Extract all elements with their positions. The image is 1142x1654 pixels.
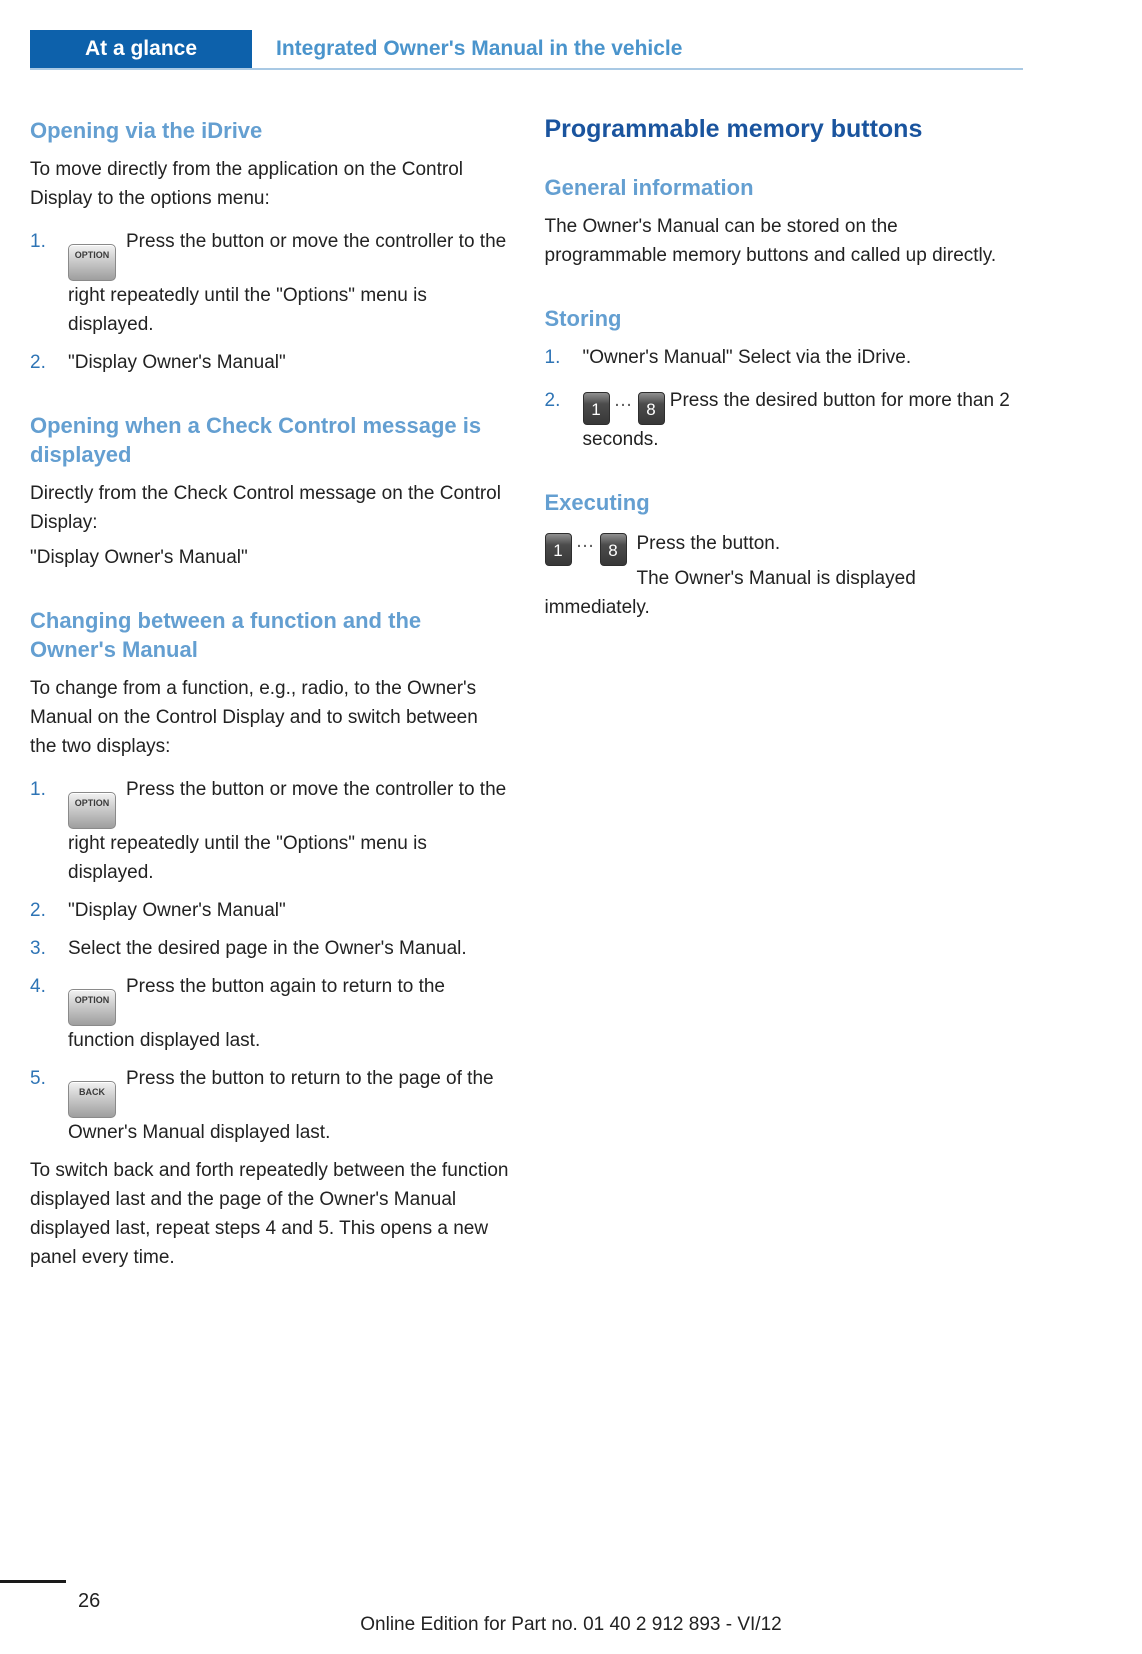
page-number: 26: [78, 1590, 101, 1612]
heading-check-control: Opening when a Check Control message is displayed: [30, 413, 482, 467]
list-number: 2.: [30, 352, 46, 373]
list-item-body: [68, 1064, 509, 1147]
paragraph-check-control: Directly from the Check Control message on the Control Display:: [30, 483, 501, 533]
paragraph-switch-back-forth: To switch back and forth repeatedly between the function displayed last and the page of the Owner's Manual displayed last, repeat steps 4 and 5. This opens a new panel every time.: [30, 1160, 509, 1268]
list-item: [30, 348, 509, 377]
list-item-body: [583, 343, 1024, 372]
list-item-body: [68, 896, 509, 925]
memory-keys-icon: [545, 531, 627, 566]
list-text: Press the desired button for more than 2 seconds.: [582, 390, 1010, 450]
list-text: "Display Owner's Manual": [68, 352, 286, 373]
list-item-body: [583, 386, 1024, 454]
list-item: [545, 386, 1024, 454]
list-item-body: [68, 348, 509, 377]
paragraph-general-information: The Owner's Manual can be stored on the programmable memory buttons and called up directly.: [544, 216, 997, 266]
list-text: Press the button to return to the page of the Owner's Manual displayed last.: [68, 1068, 494, 1143]
back-key-label: BACK: [79, 1087, 105, 1097]
option-key-icon: [68, 792, 116, 829]
list-number: 2.: [544, 390, 561, 411]
list-item: [30, 972, 509, 1055]
list-number: 3.: [30, 938, 46, 959]
option-key-label: OPTION: [74, 995, 110, 1005]
chapter-section-title: Integrated Owner's Manual in the vehicle: [276, 37, 683, 60]
list-item: [30, 896, 509, 925]
storing-steps-list: [545, 343, 1024, 454]
list-item-body: [68, 934, 509, 963]
left-column: [30, 100, 509, 1278]
ellipsis: …: [613, 390, 634, 411]
list-number: 1.: [544, 347, 561, 368]
heading-opening-via-idrive: Opening via the iDrive: [30, 118, 263, 143]
list-item: [30, 934, 509, 963]
heading-changing-function: Changing between a function and the Owner's Manual: [30, 608, 422, 662]
memory-key-1-icon: 1: [583, 392, 610, 425]
list-number: 5.: [30, 1068, 46, 1089]
paragraph-changing-intro: To change from a function, e.g., radio, to the Owner's Manual on the Control Display and to switch between the two displays:: [30, 678, 478, 757]
paragraph-opening-intro: To move directly from the application on the Control Display to the options menu:: [30, 159, 463, 209]
list-text: "Owner's Manual" Select via the iDrive.: [582, 347, 912, 368]
changing-steps-list: [30, 775, 509, 1147]
heading-general-information: General information: [544, 175, 754, 200]
list-item-body: [68, 972, 509, 1055]
list-number: 1.: [30, 779, 46, 800]
list-number: 1.: [30, 231, 46, 252]
ellipsis: …: [575, 531, 596, 552]
option-key-label: OPTION: [74, 798, 110, 808]
right-column: [545, 100, 1024, 1278]
list-text: Press the button or move the controller to the right repeatedly until the "Options" menu is displayed.: [68, 779, 507, 883]
list-text: "Display Owner's Manual": [68, 900, 286, 921]
list-text: Press the button again to return to the function displayed last.: [68, 976, 445, 1051]
list-item: [30, 227, 509, 339]
option-key-icon: [68, 244, 116, 281]
list-text: Select the desired page in the Owner's Manual.: [68, 938, 467, 959]
list-item: [545, 343, 1024, 372]
two-column-layout: [30, 100, 1023, 1278]
list-item-body: [68, 227, 509, 339]
opening-steps-list: [30, 227, 509, 377]
footer-edition-text: Online Edition for Part no. 01 40 2 912 893 - VI/12: [360, 1614, 782, 1635]
executing-line-displayed: The Owner's Manual is displayed immediately.: [544, 568, 916, 618]
list-number: 4.: [30, 976, 46, 997]
list-text: Press the button or move the controller to the right repeatedly until the "Options" menu is displayed.: [68, 231, 507, 335]
list-item: [30, 1064, 509, 1147]
list-item: [30, 775, 509, 887]
back-key-icon: [68, 1081, 116, 1118]
heading-programmable-memory-buttons: Programmable memory buttons: [544, 115, 923, 143]
list-number: 2.: [30, 900, 46, 921]
page-header: [30, 30, 1023, 70]
executing-instruction: [545, 529, 1024, 622]
heading-storing: Storing: [544, 306, 622, 331]
paragraph-display-owners-manual: "Display Owner's Manual": [30, 547, 248, 568]
footer-rule: [0, 1580, 66, 1583]
chapter-tab: At a glance: [30, 30, 252, 68]
memory-key-8-icon: 8: [600, 533, 627, 566]
memory-key-8-icon: 8: [638, 392, 665, 425]
list-item-body: [68, 775, 509, 887]
executing-line-press: Press the button.: [636, 533, 781, 554]
memory-key-1-icon: 1: [545, 533, 572, 566]
heading-executing: Executing: [544, 490, 650, 515]
option-key-label: OPTION: [74, 250, 110, 260]
option-key-icon: [68, 989, 116, 1026]
